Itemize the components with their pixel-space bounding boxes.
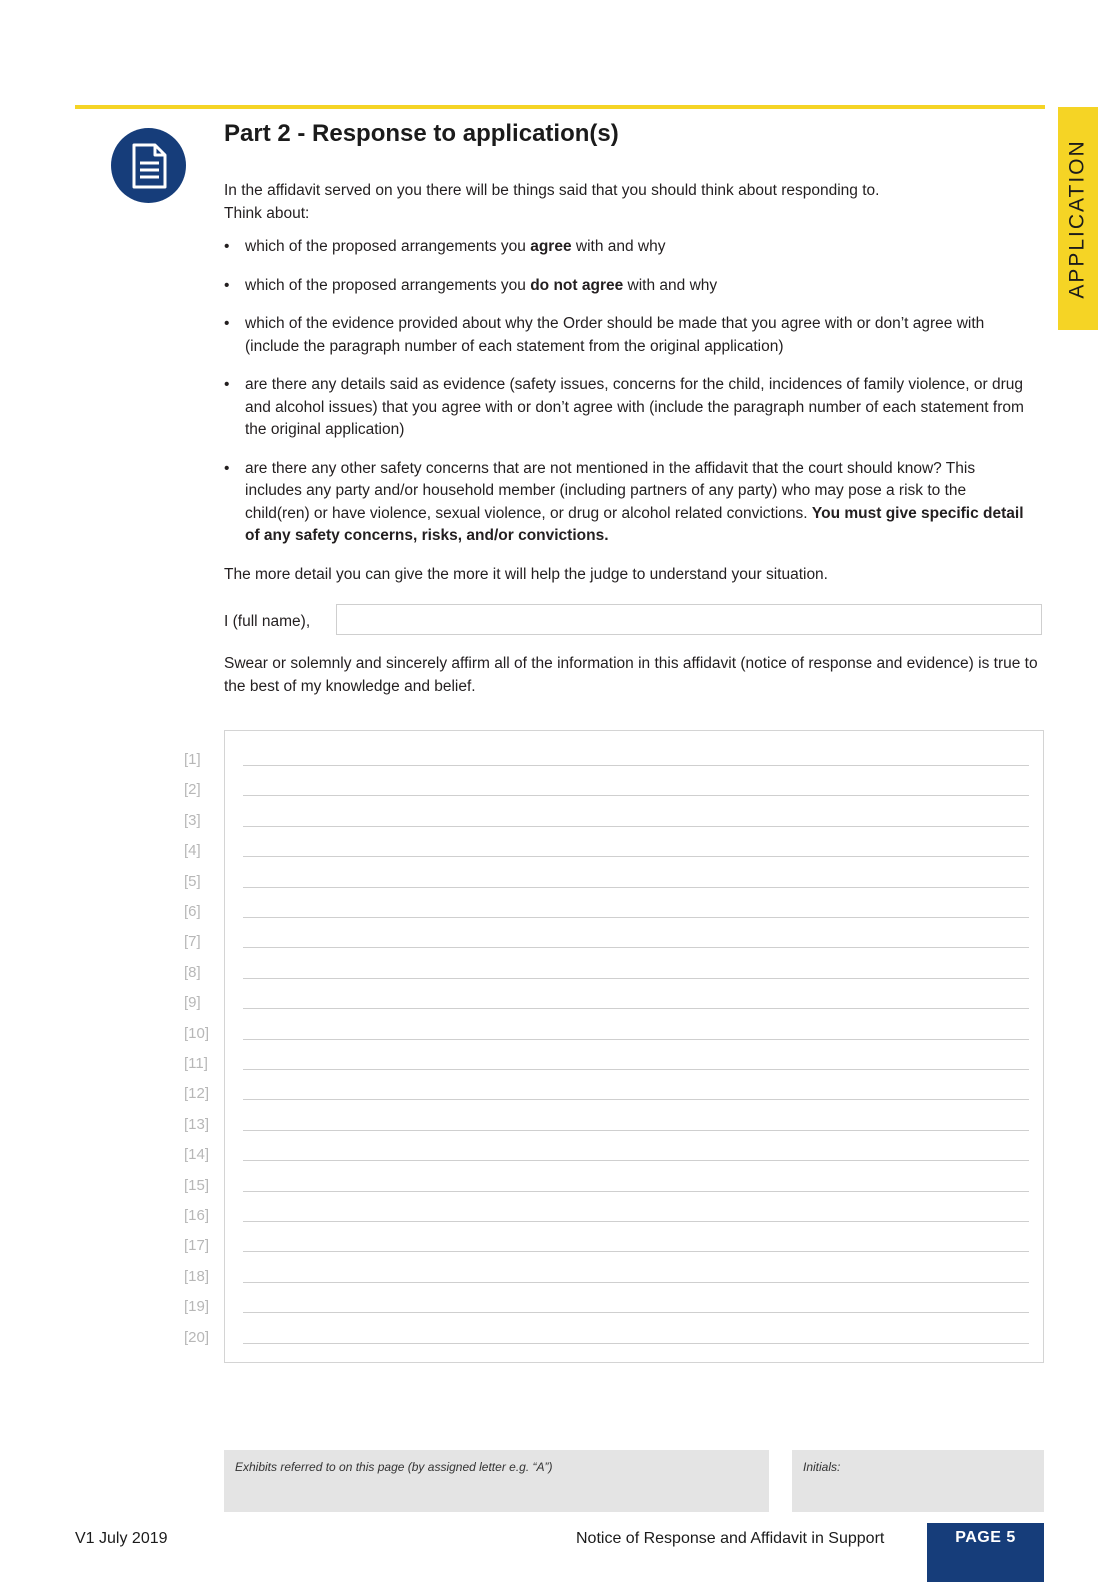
- ruled-line[interactable]: [243, 1312, 1029, 1313]
- full-name-label: I (full name),: [224, 613, 311, 630]
- list-item: • are there any other safety concerns that are not mentioned in the affidavit that the court should know? This includes any party and/or household member (including partners of any party) who may pose a risk to the child(ren) or have violence, sexual violence, or drug or alcohol related convictions. You must give specific detail of any safety concerns, risks, and/or convictions.: [224, 458, 1024, 548]
- intro-text: [224, 179, 1024, 225]
- list-item: • which of the proposed arrangements you agree with and why: [224, 236, 1024, 259]
- page-number-badge: [927, 1523, 1044, 1582]
- line-number: [15]: [184, 1176, 210, 1194]
- line-number: [12]: [184, 1085, 210, 1103]
- ruled-line[interactable]: [243, 1191, 1029, 1192]
- line-number: [20]: [184, 1328, 210, 1346]
- ruled-line[interactable]: [243, 1008, 1029, 1009]
- ruled-line[interactable]: [243, 856, 1029, 857]
- initials-field[interactable]: [792, 1450, 1044, 1512]
- line-number: [11]: [184, 1055, 208, 1072]
- list-item: • which of the proposed arrangements you do not agree with and why: [224, 275, 1024, 298]
- ruled-line[interactable]: [243, 1039, 1029, 1040]
- ruled-line[interactable]: [243, 826, 1029, 827]
- line-number: [2]: [184, 781, 201, 799]
- top-yellow-rule: [75, 105, 1045, 109]
- exhibits-label: Exhibits referred to on this page (by assigned letter e.g. “A”): [235, 1460, 553, 1474]
- line-number: [19]: [184, 1298, 210, 1316]
- line-number: [5]: [184, 872, 201, 890]
- ruled-line[interactable]: [243, 1251, 1029, 1252]
- line-number: [7]: [184, 933, 201, 951]
- initials-label: Initials:: [803, 1460, 841, 1474]
- line-number: [14]: [184, 1146, 210, 1164]
- exhibits-field[interactable]: [224, 1450, 769, 1512]
- line-number: [16]: [184, 1207, 210, 1224]
- ruled-line[interactable]: [243, 978, 1029, 979]
- page-title: Part 2 - Response to application(s): [224, 120, 619, 147]
- ruled-line[interactable]: [243, 947, 1029, 948]
- line-number: [8]: [184, 963, 201, 981]
- ruled-line[interactable]: [243, 1221, 1029, 1222]
- consideration-list: [224, 236, 1024, 564]
- version-label: V1 July 2019: [75, 1530, 168, 1547]
- ruled-line[interactable]: [243, 887, 1029, 888]
- footer-title: Notice of Response and Affidavit in Support: [576, 1530, 885, 1547]
- affirmation-text: Swear or solemnly and sincerely affirm all of the information in this affidavit (notice of response and evidence) is true to the best of my knowledge and belief.: [224, 655, 1038, 695]
- intro-line-1: In the affidavit served on you there will be things said that you should think about responding to.: [224, 182, 880, 199]
- ruled-line[interactable]: [243, 917, 1029, 918]
- intro-line-2: Think about:: [224, 205, 310, 222]
- line-number: [10]: [184, 1024, 210, 1042]
- ruled-line[interactable]: [243, 1069, 1029, 1070]
- line-number: [18]: [184, 1267, 210, 1285]
- closing-text: The more detail you can give the more it will help the judge to understand your situation.: [224, 566, 828, 583]
- line-number: [4]: [184, 842, 201, 860]
- ruled-line[interactable]: [243, 1282, 1029, 1283]
- list-item: • are there any details said as evidence (safety issues, concerns for the child, incidences of family violence, or drug and alcohol issues) that you agree with or don’t agree with (include the paragraph number of each statement from the original application): [224, 374, 1024, 442]
- line-number: [1]: [184, 751, 201, 768]
- ruled-line[interactable]: [243, 1099, 1029, 1100]
- full-name-field[interactable]: [336, 604, 1042, 635]
- ruled-line[interactable]: [243, 1160, 1029, 1161]
- section-tab: [1058, 107, 1098, 330]
- line-number: [17]: [184, 1237, 210, 1255]
- line-number: [9]: [184, 994, 201, 1012]
- list-item: • which of the evidence provided about why the Order should be made that you agree with or don’t agree with (include the paragraph number of each statement from the original application): [224, 313, 1024, 358]
- ruled-line[interactable]: [243, 795, 1029, 796]
- page-number: PAGE 5: [955, 1529, 1016, 1546]
- ruled-line[interactable]: [243, 1343, 1029, 1344]
- ruled-line[interactable]: [243, 765, 1029, 766]
- section-tab-label: APPLICATION: [1066, 138, 1089, 299]
- document-icon: [111, 128, 186, 203]
- line-number: [13]: [184, 1115, 210, 1133]
- line-number: [3]: [184, 811, 201, 829]
- ruled-line[interactable]: [243, 1130, 1029, 1131]
- line-number: [6]: [184, 903, 201, 920]
